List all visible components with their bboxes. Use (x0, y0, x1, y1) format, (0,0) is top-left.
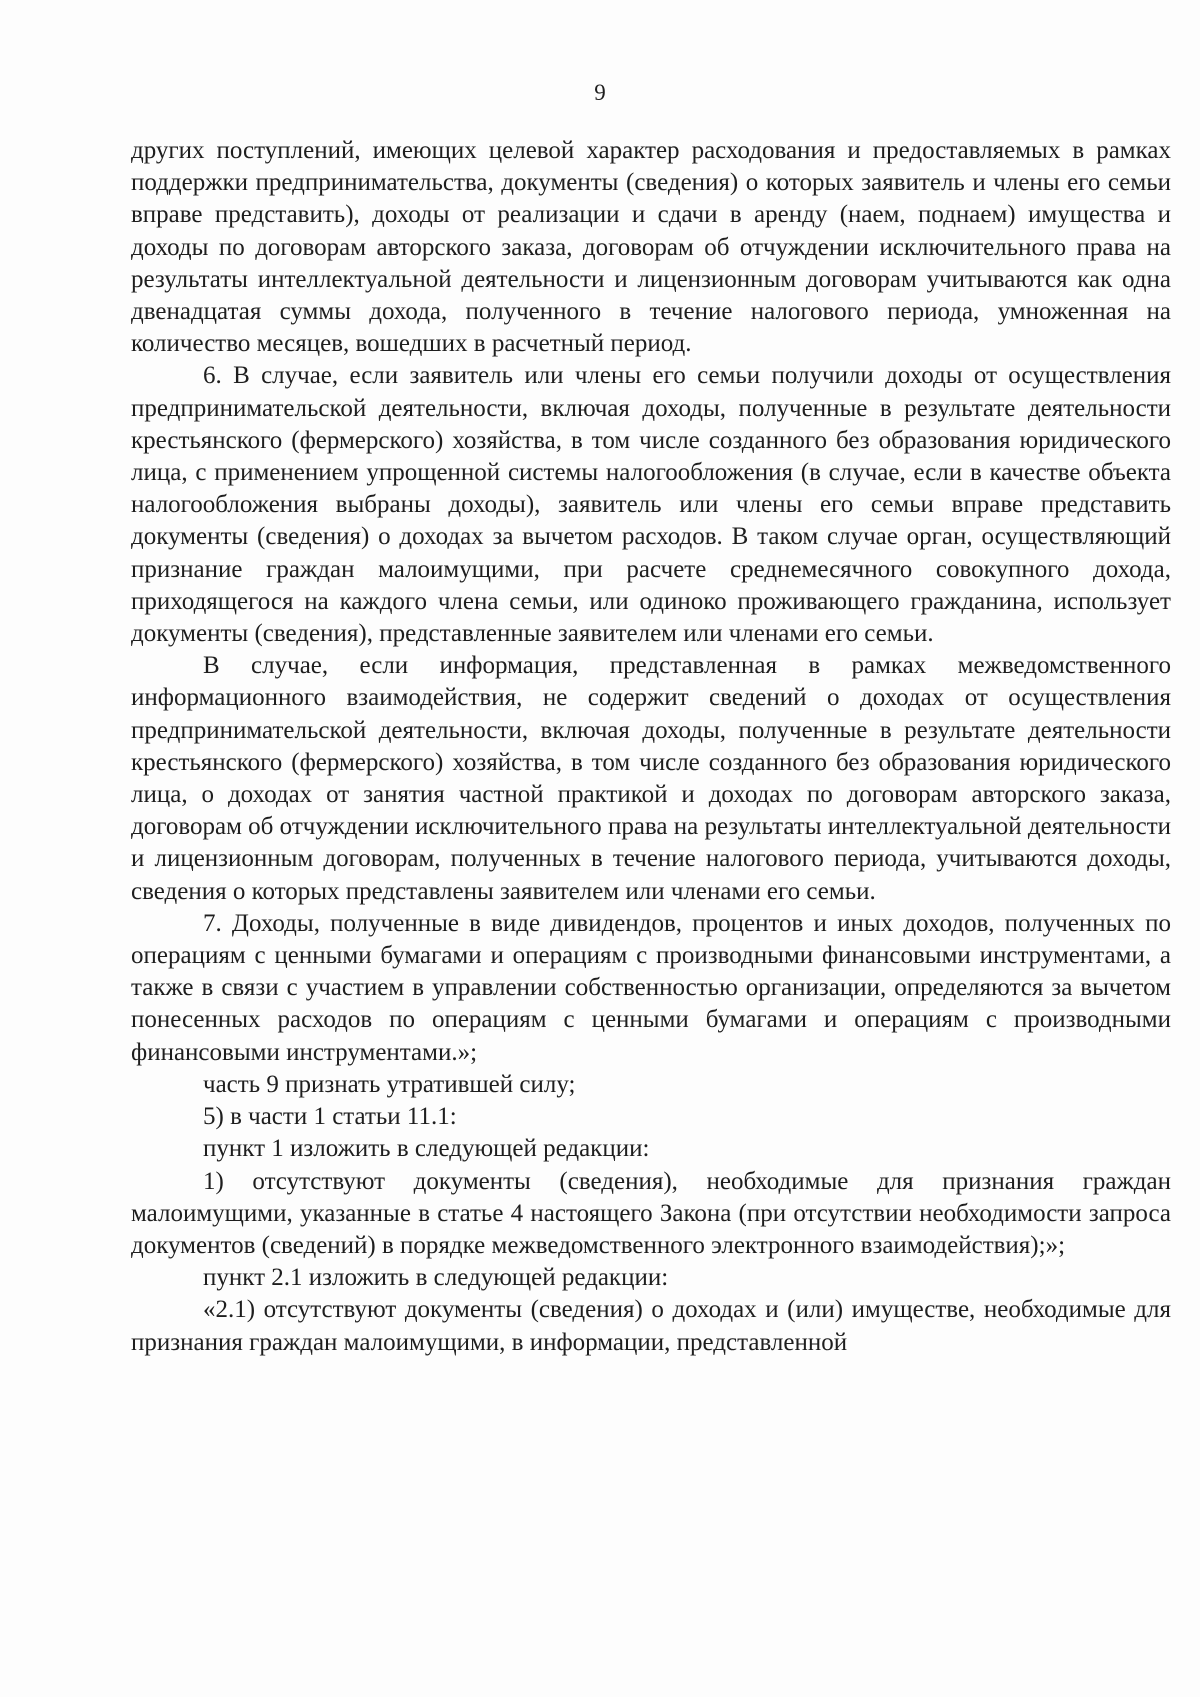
paragraph-item-6-note: В случае, если информация, представленная в рамках межведомственного информационного взаимодействия, не содержит сведений о доходах от осуществления предпринимательской деятельности, включая доходы, полученные в результате деятельности крестьянского (фермерского) хозяйства, в том числе созданного без образования юридического лица, о доходах от занятия частной практикой и доходах по договорам авторского заказа, договорам об отчуждении исключительного права на результаты интеллектуальной деятельности и лицензионным договорам, полученных в течение налогового периода, учитываются доходы, сведения о которых представлены заявителем или членами его семьи. (131, 652, 1171, 905)
paragraph-amendment-5: 5) в части 1 статьи 11.1: (203, 1103, 457, 1131)
paragraph-point-1-intro: пункт 1 изложить в следующей редакции: (203, 1135, 650, 1163)
paragraph-continuation: других поступлений, имеющих целевой характер расходования и предоставляемых в рамках поддержки предпринимательства, документы (сведения) о которых заявитель и члены его семьи вправе представить), доходы от реализации и сдачи в аренду (наем, поднаем) имущества и доходы по договорам авторского заказа, договорам об отчуждении исключительного права на результаты интеллектуальной деятельности и лицензионным договорам учитываются как одна двенадцатая суммы дохода, полученного в течение налогового периода, умноженная на количество месяцев, вошедших в расчетный период. (131, 137, 1171, 358)
paragraph-point-2-1-text: «2.1) отсутствуют документы (сведения) о доходах и (или) имуществе, необходимые для признания граждан малоимущими, в информации, представленной (131, 1296, 1171, 1356)
document-body (131, 135, 1171, 1359)
paragraph-item-7: 7. Доходы, полученные в виде дивидендов, процентов и иных доходов, полученных по операциям с ценными бумагами и операциям с производными финансовыми инструментами, а также в связи с участием в управлении собственностью организации, определяются за вычетом понесенных расходов по операциям с ценными бумагами и операциям с производными финансовыми инструментами.»; (131, 909, 1171, 1066)
paragraph-point-2-1-intro: пункт 2.1 изложить в следующей редакции: (203, 1264, 669, 1292)
page-number: 9 (594, 80, 606, 105)
paragraph-part-9: часть 9 признать утратившей силу; (203, 1070, 576, 1098)
paragraph-item-6: 6. В случае, если заявитель или члены его семьи получили доходы от осуществления предпринимательской деятельности, включая доходы, полученные в результате деятельности крестьянского (фермерского) хозяйства, в том числе созданного без образования юридического лица, с применением упрощенной системы налогообложения (в случае, если в качестве объекта налогообложения выбраны доходы), заявитель или члены его семьи вправе представить документы (сведения) о доходах за вычетом расходов. В таком случае орган, осуществляющий признание граждан малоимущими, при расчете среднемесячного совокупного дохода, приходящегося на каждого члена семьи, или одиноко проживающего гражданина, использует документы (сведения), представленные заявителем или членами его семьи. (131, 362, 1171, 648)
paragraph-point-1-text: 1) отсутствуют документы (сведения), необходимые для признания граждан малоимущими, указанные в статье 4 настоящего Закона (при отсутствии необходимости запроса документов (сведений) в порядке межведомственного электронного взаимодействия);»; (131, 1167, 1171, 1259)
